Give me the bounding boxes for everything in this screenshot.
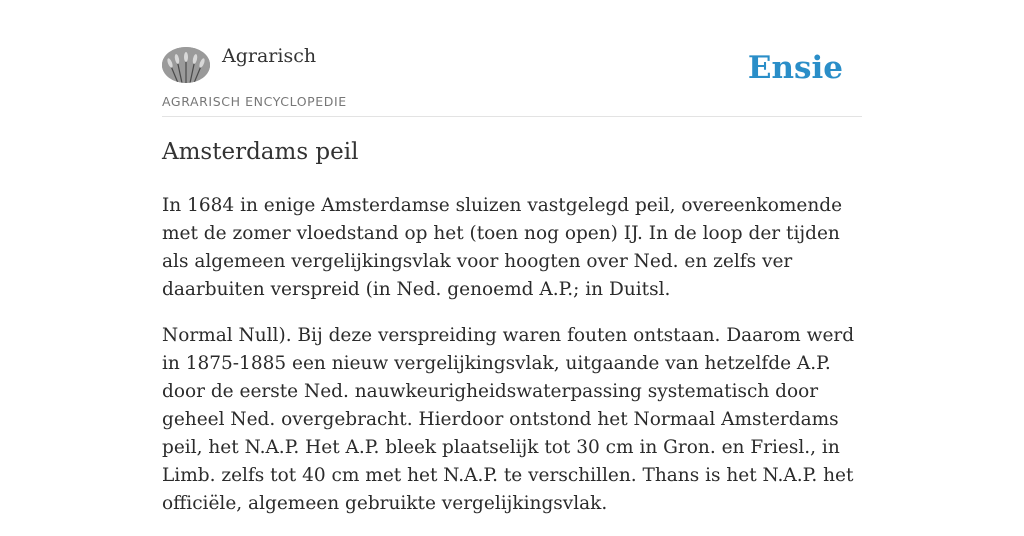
- page-container: [162, 0, 862, 512]
- page-title: Amsterdams peil: [162, 139, 359, 165]
- site-header: [162, 0, 862, 117]
- article-paragraph: In 1684 in enige Amsterdamse sluizen vastgelegd peil, overeenkomende met de zomer vloedstand op het (toen nog open) IJ. In de loop der tijden als algemeen vergelijkingsvlak voor hoogten over Ned. en zelfs ver daarbuiten verspreid (in Ned. genoemd A.P.; in Duitsl.: [162, 195, 843, 300]
- brand-logo[interactable]: Ensie: [747, 50, 843, 86]
- article-body: [162, 192, 862, 536]
- wheat-icon[interactable]: [162, 47, 210, 83]
- site-subtitle: AGRARISCH ENCYCLOPEDIE: [162, 94, 347, 109]
- article-paragraph: Normal Null). Bij deze verspreiding waren fouten ontstaan. Daarom werd in 1875-1885 een nieuw vergelijkingsvlak, uitgaande van hetzelfde A.P. door de eerste Ned. nauwkeurigheidswaterpassing systematisch door geheel Ned. overgebracht. Hierdoor ontstond het Normaal Amsterdams peil, het N.A.P. Het A.P. bleek plaatselijk tot 30 cm in Gron. en Friesl., in Limb. zelfs tot 40 cm met het N.A.P. te verschillen. Thans is het N.A.P. het officiële, algemeen gebruikte vergelijkingsvlak.: [162, 325, 855, 514]
- site-name[interactable]: Agrarisch: [222, 45, 317, 67]
